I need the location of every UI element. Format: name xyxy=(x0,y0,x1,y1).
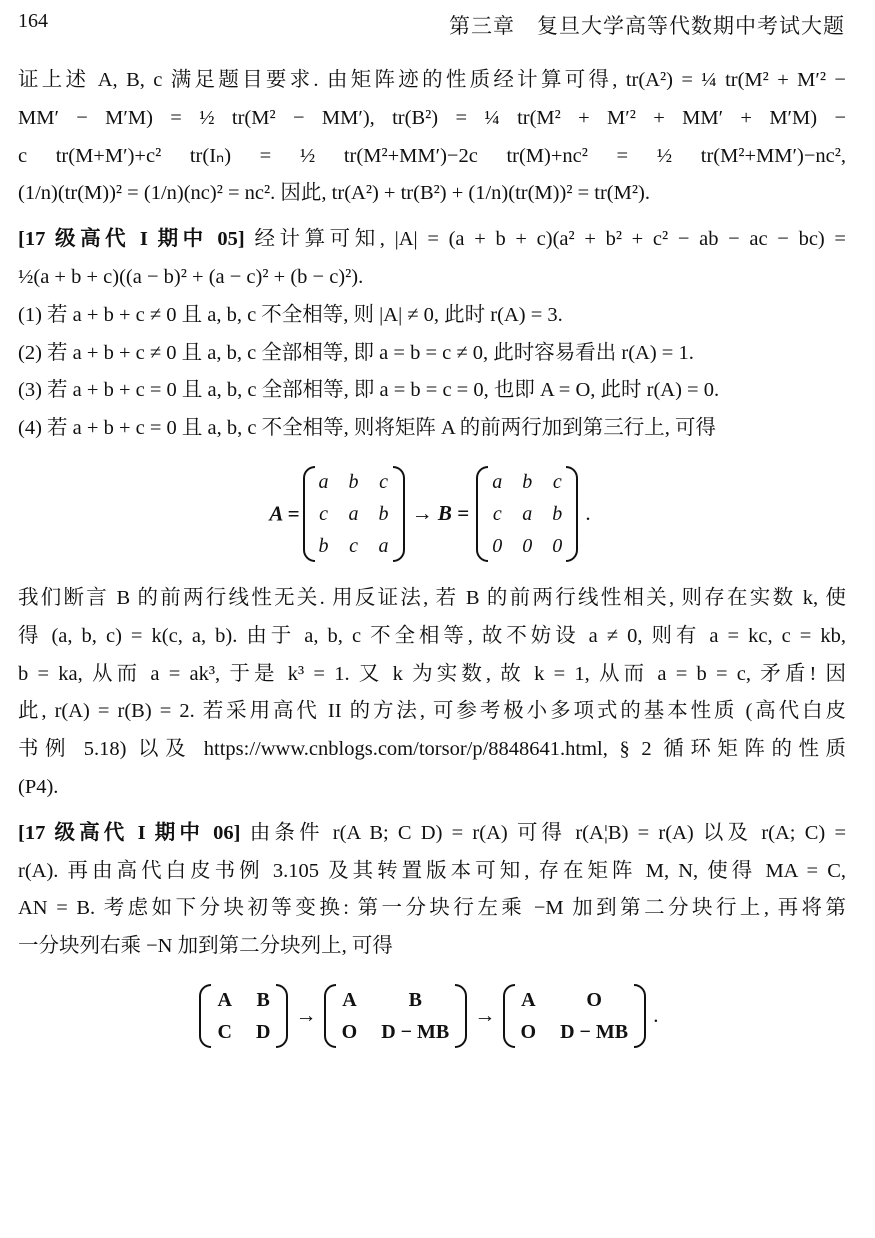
problem-06-text: 由条件 r(A B; C D) = r(A) 可得 r(A¦B) = r(A) 以及 r(A; C) = xyxy=(249,821,846,844)
matrix-cell: b xyxy=(348,470,359,493)
arrow: → xyxy=(295,1003,317,1028)
matrix-cell: A xyxy=(521,988,536,1011)
matrix-cell: b xyxy=(378,502,389,525)
text-line: ½(a + b + c)((a − b)² + (a − c)² + (b − c)²). xyxy=(18,265,364,288)
case-line: (1) 若 a + b + c ≠ 0 且 a, b, c 不全相等, 则 |A| ≠ 0, 此时 r(A) = 3. xyxy=(18,303,563,326)
problem-06-line xyxy=(18,815,846,853)
problem-06-label: [17 级高代 I 期中 06] xyxy=(18,821,241,844)
text-line: c tr(M+M′)+c² tr(Iₙ) = ½ tr(M²+MM′)−2c tr(M)+nc² = ½ tr(M²+MM′)−nc², xyxy=(18,144,846,167)
matrix-cell: c xyxy=(319,502,328,525)
arrow: → xyxy=(474,1003,496,1028)
running-title: 第三章 复旦大学高等代数期中考试大题 xyxy=(449,14,845,38)
matrix-cell: B xyxy=(408,988,422,1011)
matrix-cell: c xyxy=(379,470,388,493)
block-matrix-2 xyxy=(330,984,462,1048)
block-matrix-3 xyxy=(509,984,641,1048)
matrix-cell: A xyxy=(342,988,357,1011)
matrix-cell: A xyxy=(217,988,232,1011)
text-line: 得 (a, b, c) = k(c, a, b). 由于 a, b, c 不全相等, 故不妨设 a ≠ 0, 则有 a = kc, c = kb, xyxy=(18,624,846,647)
text-line: 一分块列右乘 −N 加到第二分块列上, 可得 xyxy=(18,935,393,958)
block-matrix-1 xyxy=(205,984,282,1048)
matrix-cell: D − MB xyxy=(381,1020,450,1043)
text-line: (1/n)(tr(M))² = (1/n)(nc)² = nc². 因此, tr(A²) + tr(B²) + (1/n)(tr(M))² = tr(M²). xyxy=(18,182,650,205)
matrix-cell: O xyxy=(341,1020,358,1043)
period: . xyxy=(585,501,591,526)
matrix-cell: c xyxy=(492,502,502,525)
matrix-cell: O xyxy=(520,1020,537,1043)
matrix-cell: 0 xyxy=(492,534,503,557)
text-line: b = ka, 从而 a = ak³, 于是 k³ = 1. 又 k 为实数, 故 k = 1, 从而 a = b = c, 矛盾! 因 xyxy=(18,662,846,685)
matrix-cell: 0 xyxy=(552,534,563,557)
text-line: (P4). xyxy=(18,775,59,798)
matrix-cell: a xyxy=(378,534,389,557)
problem-05-text: 经计算可知, |A| = (a + b + c)(a² + b² + c² − ab − ac − bc) = xyxy=(254,228,846,251)
page-number: 164 xyxy=(18,10,48,32)
matrix-cell: O xyxy=(586,988,602,1011)
case-line: (3) 若 a + b + c = 0 且 a, b, c 全部相等, 即 a = b = c = 0, 也即 A = O, 此时 r(A) = 0. xyxy=(18,379,720,402)
matrix-a xyxy=(309,466,399,562)
matrix-cell: C xyxy=(217,1020,232,1043)
case-line: (2) 若 a + b + c ≠ 0 且 a, b, c 全部相等, 即 a = b = c ≠ 0, 此时容易看出 r(A) = 1. xyxy=(18,341,694,364)
text-line: AN = B. 考虑如下分块初等变换: 第一分块行左乘 −M 加到第二分块行上, 再将第 xyxy=(18,897,846,920)
matrix-cell: D − MB xyxy=(560,1020,629,1043)
matrix-cell: a xyxy=(318,470,329,493)
matrix-cell: B xyxy=(256,988,270,1011)
text-line: r(A). 再由高代白皮书例 3.105 及其转置版本可知, 存在矩阵 M, N, 使得 MA = C, xyxy=(18,859,846,882)
matrix-cell: c xyxy=(349,534,358,557)
matrix-cell: c xyxy=(552,470,562,493)
period: . xyxy=(653,1003,659,1028)
matrix-cell: D xyxy=(255,1020,271,1043)
page-content xyxy=(18,62,846,1066)
matrix-equation-2 xyxy=(18,984,846,1048)
text-line: 书例 5.18) 以及 https://www.cnblogs.com/torsor/p/8848641.html, § 2 循环矩阵的性质 xyxy=(18,738,846,761)
matrix-cell: a xyxy=(522,502,533,525)
matrix-equation-1 xyxy=(18,466,846,562)
matrix-b xyxy=(482,466,572,562)
text-line: MM′ − M′M) = ½ tr(M² − MM′), tr(B²) = ¼ tr(M² + M′² + MM′ + M′M) − xyxy=(18,106,846,129)
problem-05-label: [17 级高代 I 期中 05] xyxy=(18,228,245,251)
text-line: 证上述 A, B, c 满足题目要求. 由矩阵迹的性质经计算可得, tr(A²) = ¼ tr(M² + M′² − xyxy=(18,69,846,91)
matrix-cell: a xyxy=(348,502,359,525)
matrix-cell: a xyxy=(492,470,503,493)
matrix-cell: 0 xyxy=(522,534,533,557)
text-line: 我们断言 B 的前两行线性无关. 用反证法, 若 B 的前两行线性相关, 则存在实数 k, 使 xyxy=(18,586,846,609)
matrix-lhs: A = xyxy=(269,501,300,526)
matrix-cell: b xyxy=(318,534,329,557)
text-line: 此, r(A) = r(B) = 2. 若采用高代 II 的方法, 可参考极小多项式的基本性质 (高代白皮 xyxy=(18,700,846,723)
matrix-cell: b xyxy=(552,502,563,525)
arrow-b: → B = xyxy=(411,501,470,526)
problem-05-line xyxy=(18,221,846,259)
matrix-cell: b xyxy=(522,470,533,493)
case-line: (4) 若 a + b + c = 0 且 a, b, c 不全相等, 则将矩阵 A 的前两行加到第三行上, 可得 xyxy=(18,417,717,440)
